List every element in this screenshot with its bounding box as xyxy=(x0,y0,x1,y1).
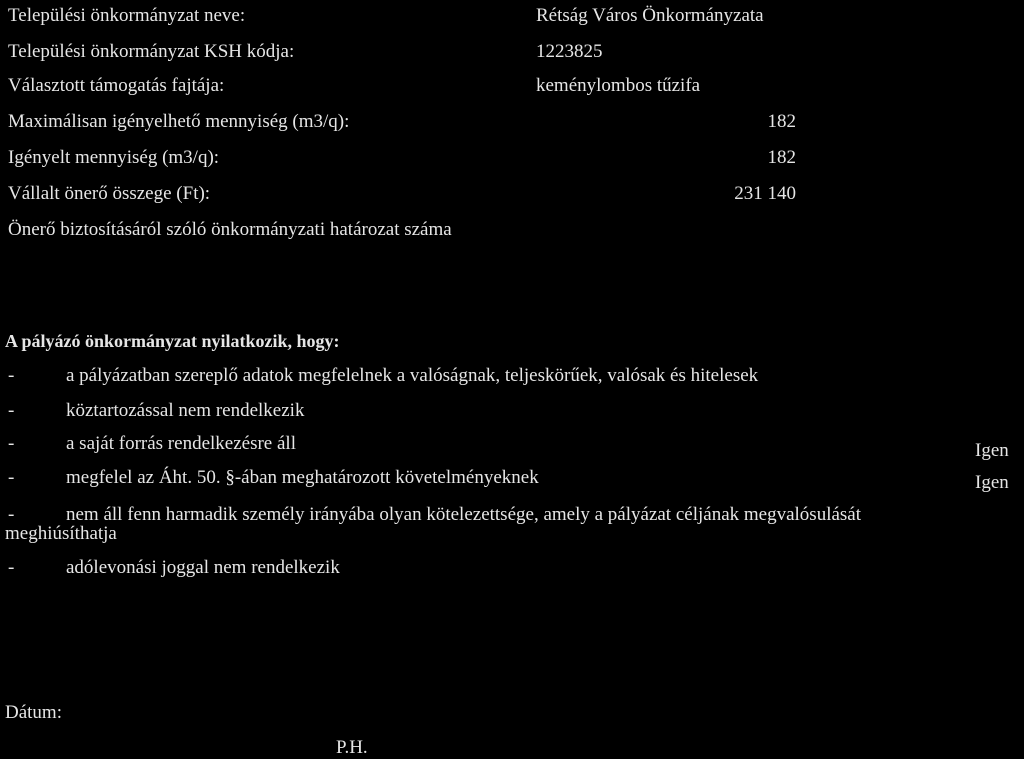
declaration-item-text: köztartozással nem rendelkezik xyxy=(66,400,305,421)
declaration-item-text: adólevonási joggal nem rendelkezik xyxy=(66,557,340,578)
field-value-max-quantity: 182 xyxy=(767,111,796,132)
field-value-requested-quantity: 182 xyxy=(767,147,796,168)
date-label: Dátum: xyxy=(5,702,62,723)
declaration-heading: A pályázó önkormányzat nyilatkozik, hogy: xyxy=(5,331,340,351)
field-value-name: Rétság Város Önkormányzata xyxy=(536,5,764,26)
declaration-item-text: a pályázatban szereplő adatok megfelelnek a valóságnak, teljeskörűek, valósak és hitelesek xyxy=(66,365,759,386)
declaration-item-answer: Igen xyxy=(975,440,1009,461)
field-label-ksh: Települési önkormányzat KSH kódja: xyxy=(8,41,295,62)
field-label-requested-quantity: Igényelt mennyiség (m3/q): xyxy=(8,147,220,168)
declaration-item-answer: Igen xyxy=(975,472,1009,493)
declaration-item-bullet: - xyxy=(8,400,15,421)
field-value-ksh: 1223825 xyxy=(536,41,603,62)
declaration-item-bullet: - xyxy=(8,504,15,525)
field-value-own-contribution: 231 140 xyxy=(734,183,796,204)
declaration-item-text: megfelel az Áht. 50. §-ában meghatározott követelményeknek xyxy=(66,467,539,488)
declaration-item-bullet: - xyxy=(8,433,15,454)
field-label-max-quantity: Maximálisan igényelhető mennyiség (m3/q): xyxy=(8,111,350,132)
declaration-item-continuation: meghiúsíthatja xyxy=(5,523,117,544)
declaration-item-bullet: - xyxy=(8,365,15,386)
field-label-own-contribution: Vállalt önerő összege (Ft): xyxy=(8,183,211,204)
declaration-item-text: a saját forrás rendelkezésre áll xyxy=(66,433,296,454)
stamp-label: P.H. xyxy=(336,737,368,758)
field-label-name: Települési önkormányzat neve: xyxy=(8,5,246,26)
field-label-support-type: Választott támogatás fajtája: xyxy=(8,75,225,96)
declaration-item-bullet: - xyxy=(8,467,15,488)
declaration-item-bullet: - xyxy=(8,557,15,578)
declaration-item-text: nem áll fenn harmadik személy irányába olyan kötelezettsége, amely a pályázat céljának megvalósulását xyxy=(66,504,862,525)
field-label-resolution-number: Önerő biztosításáról szóló önkormányzati határozat száma xyxy=(8,219,452,240)
field-value-support-type: keménylombos tűzifa xyxy=(536,75,701,96)
